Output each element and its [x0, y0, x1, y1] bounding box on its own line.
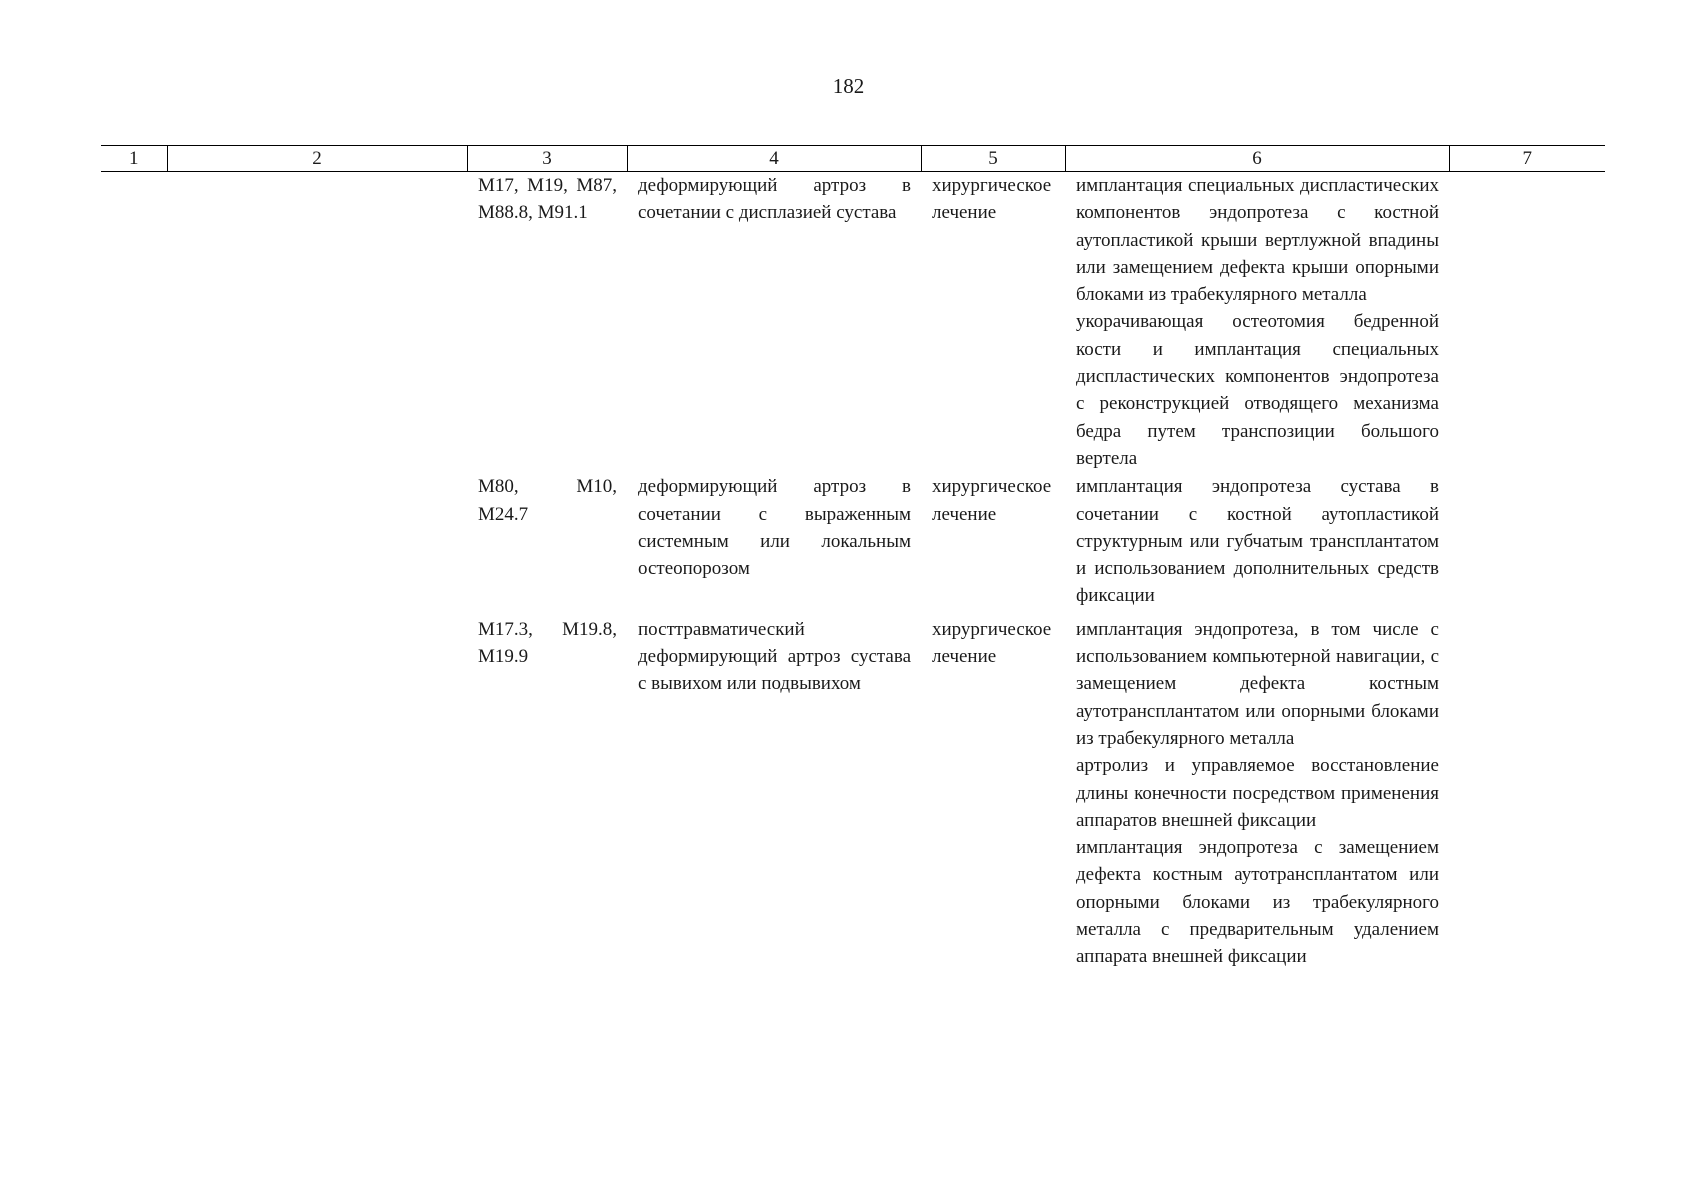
- method-text: имплантация специальных диспластических компонентов эндопротеза с костной аутопластикой крыши вертлужной впадины или замещением дефекта крыши опорными блоками из трабекулярного металла: [1076, 175, 1439, 306]
- method-text: укорачивающая остеотомия бедренной кости и имплантация специальных диспластических компонентов эндопротеза с реконструкцией отводящего механизма бедра путем транспозиции большого вертела: [1076, 311, 1439, 469]
- empty-cell: [101, 472, 167, 609]
- header-row: [101, 146, 1605, 172]
- empty-cell: [167, 472, 467, 609]
- empty-cell: [1449, 172, 1605, 473]
- empty-cell: [101, 172, 167, 473]
- treatment-table: [101, 145, 1605, 971]
- column-header-2: 2: [167, 146, 467, 172]
- icd-codes-cell: M17.3, M19.8, M19.9: [478, 618, 617, 668]
- method-text: имплантация эндопротеза, в том числе с использованием компьютерной навигации, с замещением дефекта костным аутотрансплантатом или опорными блоками из трабекулярного металла: [1076, 618, 1439, 749]
- method-text: имплантация эндопротеза сустава в сочетании с костной аутопластикой структурным или губчатым трансплантатом и использованием дополнительных средств фиксации: [1076, 476, 1439, 607]
- empty-cell: [1449, 472, 1605, 609]
- treatment-type-cell: хирургическое лечение: [932, 476, 1052, 525]
- method-text: имплантация эндопротеза с замещением дефекта костным аутотрансплантатом или опорными блоками из трабекулярного металла с предварительным удалением аппарата внешней фиксации: [1076, 837, 1439, 968]
- icd-codes-cell: M17, M19, M87, M88.8, M91.1: [478, 175, 617, 224]
- empty-cell: [1449, 610, 1605, 971]
- diagnosis-cell: деформирующий артроз в сочетании с выраженным системным или локальным остеопорозом: [638, 476, 911, 580]
- column-header-1: 1: [101, 146, 167, 172]
- diagnosis-cell: деформирующий артроз в сочетании с дисплазией сустава: [638, 175, 911, 224]
- empty-cell: [167, 172, 467, 473]
- table-row: [101, 172, 1605, 473]
- treatment-type-cell: хирургическое лечение: [932, 175, 1052, 224]
- diagnosis-cell: посттравматический деформирующий артроз сустава с вывихом или подвывихом: [638, 618, 911, 695]
- methods-cell: [1065, 610, 1449, 971]
- method-text: артролиз и управляемое восстановление длины конечности посредством применения аппаратов внешней фиксации: [1076, 755, 1439, 831]
- empty-cell: [167, 610, 467, 971]
- column-header-4: 4: [627, 146, 921, 172]
- methods-cell: [1065, 172, 1449, 473]
- column-header-5: 5: [921, 146, 1065, 172]
- icd-codes-cell: M80, M10, M24.7: [478, 476, 617, 525]
- column-header-7: 7: [1449, 146, 1605, 172]
- column-header-6: 6: [1065, 146, 1449, 172]
- table-row: [101, 610, 1605, 971]
- table-row: [101, 472, 1605, 609]
- column-header-3: 3: [467, 146, 627, 172]
- empty-cell: [101, 610, 167, 971]
- page-number: 182: [832, 74, 865, 98]
- treatment-type-cell: хирургическое лечение: [932, 618, 1052, 668]
- methods-cell: [1065, 472, 1449, 609]
